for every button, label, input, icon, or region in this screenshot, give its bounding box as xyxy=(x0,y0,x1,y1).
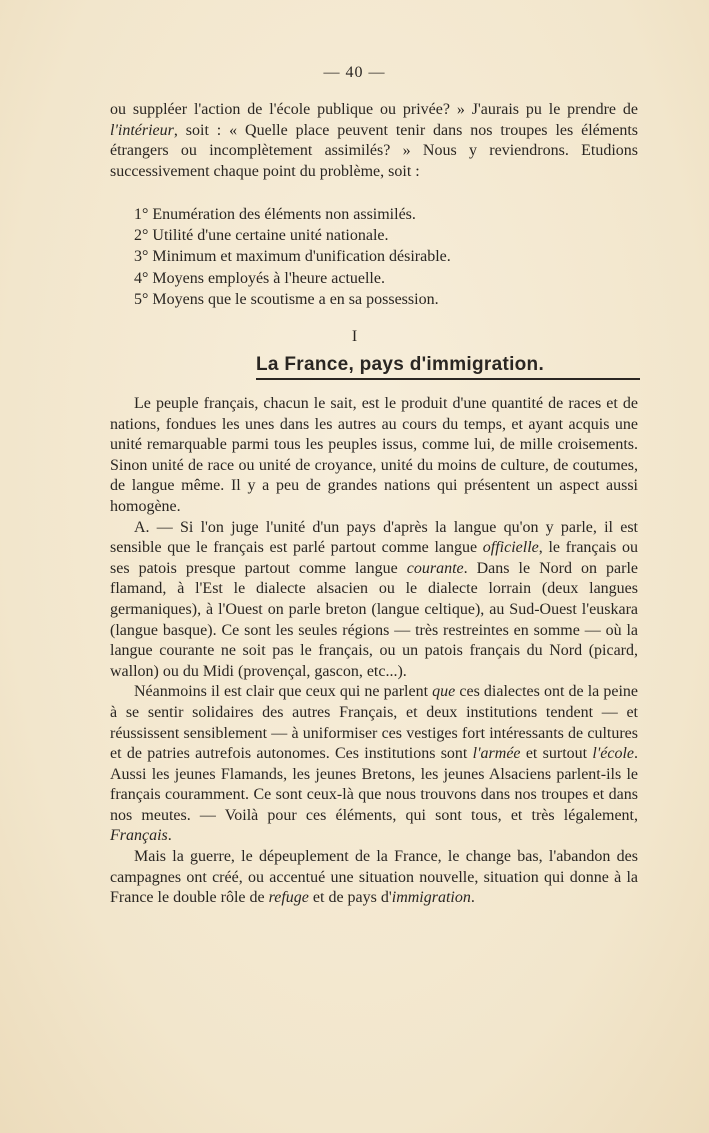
paragraph: A. — Si l'on juge l'unité d'un pays d'après la langue qu'on y parle, il est sensible que le français est parlé partout comme langue officielle, le français ou ses patois presque partout comme langue courante. Dans le Nord on parle flamand, à l'Est le dialecte alsacien ou le dialecte lorrain (deux langues germaniques), à l'Ouest on parle breton (langue celtique), au Sud-Ouest l'euskara (langue basque). Ce sont les seules régions — très restreintes en somme — où la langue courante ne soit pas le français, ou un patois français du Nord (picard, wallon) ou du Midi (provençal, gascon, etc...). xyxy=(110,518,639,680)
section-number: I xyxy=(351,328,358,345)
list-item: 4° Moyens employés à l'heure actuelle. xyxy=(134,269,385,287)
list-item: 1° Enumération des éléments non assimilés. xyxy=(134,206,416,223)
outline-list xyxy=(134,204,574,310)
list-item: 5° Moyens que le scoutisme a en sa possession. xyxy=(134,290,439,308)
list-item: 3° Minimum et maximum d'unification désirable. xyxy=(134,248,451,266)
paragraph: Le peuple français, chacun le sait, est le produit d'une quantité de races et de nations, fondues les unes dans les autres au cours du temps, et ayant acquis une unité remarquable parmi tous les peuples issus, comme lui, de mille croisements. Sinon unité de race ou unité de croyance, unité du moins de culture, de coutumes, de langue même. Il y a peu de grandes nations qui présentent un aspect aussi homogène. xyxy=(110,395,638,515)
paragraph: Mais la guerre, le dépeuplement de la France, le change bas, l'abandon des campagnes ont créé, ou accentué une situation nouvelle, situation qui donne à la France le double rôle de refuge et de pays d'immigration. xyxy=(110,848,638,907)
body-text xyxy=(110,394,638,909)
intro-paragraph: ou suppléer l'action de l'école publique ou privée? » J'aurais pu le prendre de l'intérieur, soit : « Quelle place peuvent tenir dans nos troupes les éléments étrangers ou incomplètement assimilés? » Nous y reviendrons. Etudions successivement chaque point du problème, soit : xyxy=(110,101,638,181)
list-item: 2° Utilité d'une certaine unité nationale. xyxy=(134,227,389,245)
section-title: La France, pays d'immigration. xyxy=(256,354,640,380)
paragraph: Néanmoins il est clair que ceux qui ne parlent que ces dialectes ont de la peine à se sentir solidaires des autres Français, et deux institutions tendent — et réussissent sensiblement — à uniformiser ces vestiges fort intéressants de cultures et de patries autrefois autonomes. Ces institutions sont l'armée et surtout l'école. Aussi les jeunes Flamands, les jeunes Bretons, les jeunes Alsaciens parlent-ils le français couramment. Ce sont ceux-là que nous trouvons dans nos troupes et dans nos meutes. — Voilà pour ces éléments, qui sont tous, et très légalement, Français. xyxy=(110,683,639,845)
page-number: — 40 — xyxy=(323,64,386,81)
